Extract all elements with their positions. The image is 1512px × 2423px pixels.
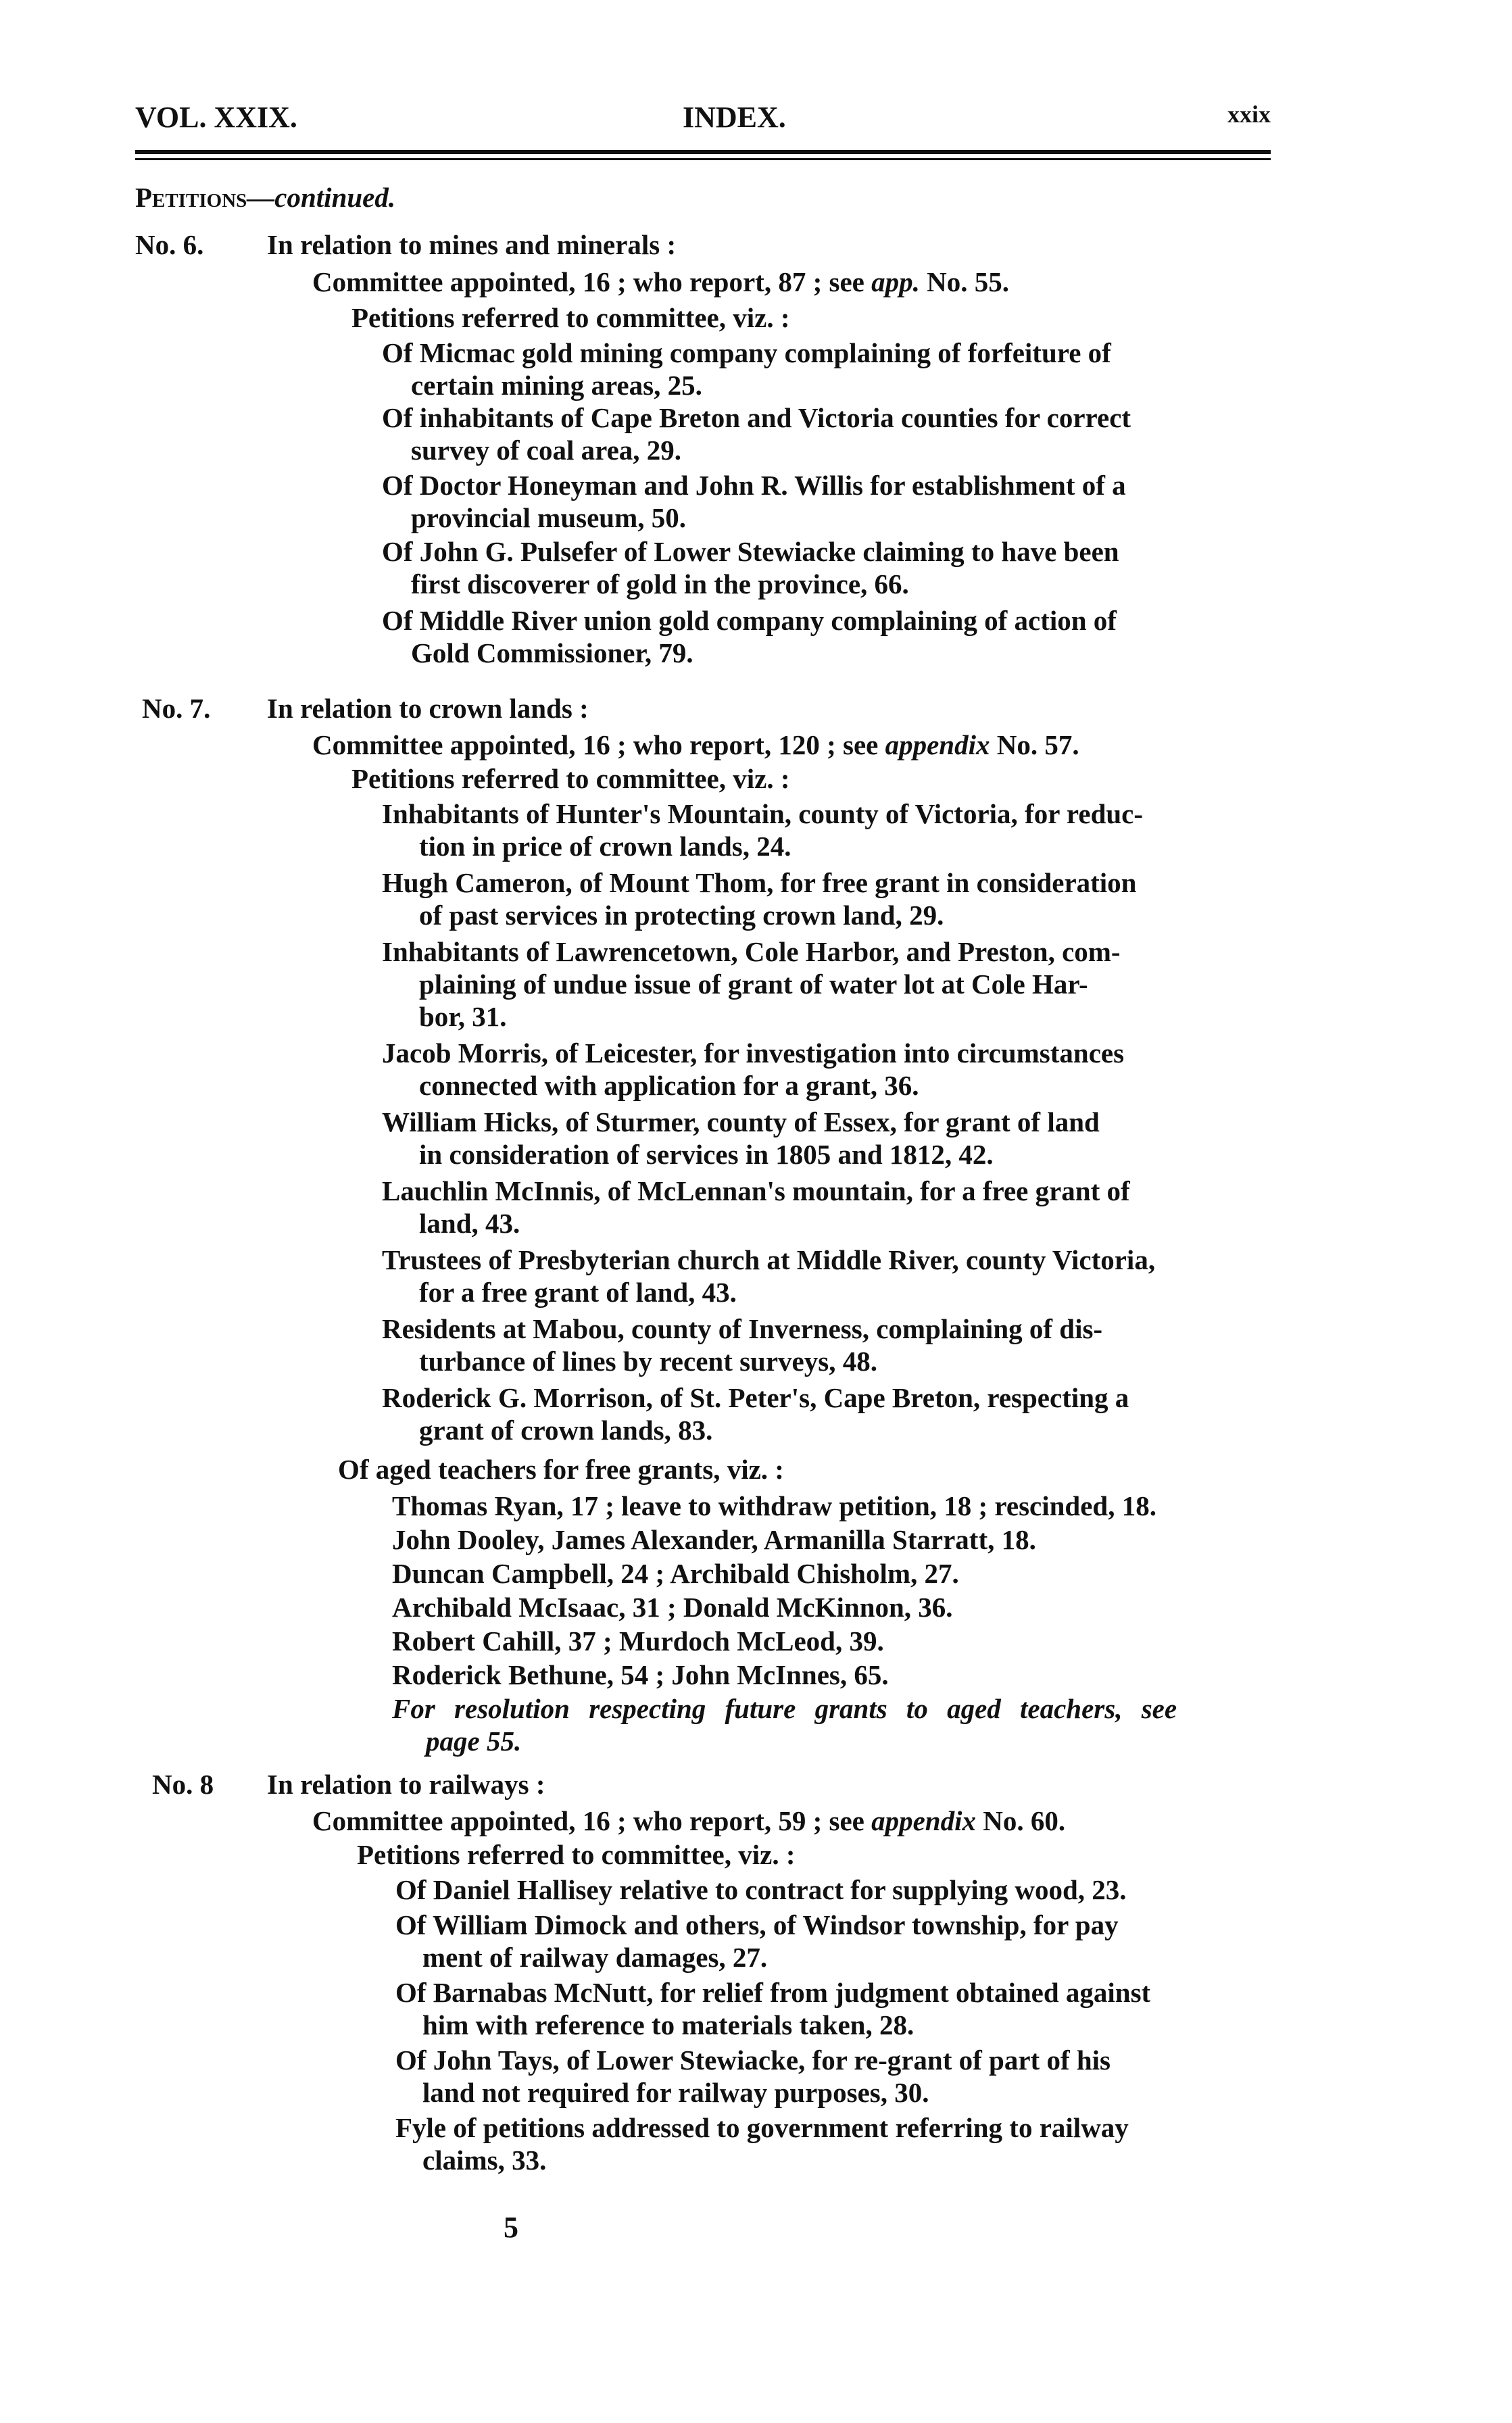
entry-line: of past services in protecting crown land, 29. [419, 900, 944, 931]
entry-line: plaining of undue issue of grant of water lot at Cole Har- [419, 969, 1088, 1000]
section-heading: In relation to railways : [267, 1769, 545, 1800]
entry-line: for a free grant of land, 43. [419, 1277, 737, 1308]
resolution-note: For resolution respecting future grants to aged teachers, see [392, 1693, 1177, 1724]
aged-line: Robert Cahill, 37 ; Murdoch McLeod, 39. [392, 1625, 884, 1657]
entry-line: Of Barnabas McNutt, for relief from judgment obtained against [395, 1977, 1151, 2008]
entry-line: turbance of lines by recent surveys, 48. [419, 1346, 877, 1377]
referred-line: Petitions referred to committee, viz. : [351, 763, 790, 794]
committee-line: Committee appointed, 16 ; who report, 87 ; see app. No. 55. [312, 266, 1009, 297]
entry-line: Inhabitants of Lawrencetown, Cole Harbor, and Preston, com- [382, 936, 1121, 967]
entry-line: Inhabitants of Hunter's Mountain, county of Victoria, for reduc- [382, 798, 1144, 829]
resolution-page: page 55. [426, 1726, 522, 1757]
page-header [135, 100, 1271, 141]
volume-label: VOL. XXIX. [135, 101, 297, 134]
committee-line: Committee appointed, 16 ; who report, 59 ; see appendix No. 60. [312, 1805, 1066, 1836]
roman-page-number: xxix [1227, 101, 1271, 128]
entry-line: survey of coal area, 29. [411, 435, 682, 466]
section-heading: In relation to crown lands : [267, 693, 589, 724]
referred-line: Petitions referred to committee, viz. : [351, 302, 790, 333]
entry-line: William Hicks, of Sturmer, county of Essex, for grant of land [382, 1106, 1100, 1137]
referred-line: Petitions referred to committee, viz. : [357, 1839, 796, 1870]
entry-line: connected with application for a grant, 36. [419, 1070, 919, 1101]
section-number: No. 8 [152, 1769, 214, 1800]
entry-line: Of Middle River union gold company complaining of action of [382, 605, 1117, 636]
entry-line: first discoverer of gold in the province, 66. [411, 568, 909, 599]
entry-line: Jacob Morris, of Leicester, for investigation into circumstances [382, 1037, 1125, 1069]
entry-line: provincial museum, 50. [411, 502, 686, 533]
entry-line: Lauchlin McInnis, of McLennan's mountain, for a free grant of [382, 1175, 1130, 1206]
entry-line: Gold Commissioner, 79. [411, 637, 693, 668]
entry-line: certain mining areas, 25. [411, 370, 702, 401]
entry-line: Of John G. Pulsefer of Lower Stewiacke claiming to have been [382, 536, 1119, 567]
header-rule-thick [135, 150, 1271, 154]
page-title: INDEX. [683, 101, 786, 134]
aged-line: John Dooley, James Alexander, Armanilla Starratt, 18. [392, 1524, 1036, 1555]
aged-line: Archibald McIsaac, 31 ; Donald McKinnon, 36. [392, 1592, 953, 1623]
section-heading: In relation to mines and minerals : [267, 229, 677, 260]
entry-line: grant of crown lands, 83. [419, 1415, 713, 1446]
running-head: Petitions—continued. [135, 182, 396, 213]
entry-line: Of William Dimock and others, of Windsor township, for pay [395, 1909, 1119, 1940]
signature-mark: 5 [504, 2211, 518, 2244]
entry-line: Fyle of petitions addressed to government referring to railway [395, 2112, 1129, 2143]
entry-line: Of Daniel Hallisey relative to contract for supplying wood, 23. [395, 1874, 1127, 1905]
aged-line: Roderick Bethune, 54 ; John McInnes, 65. [392, 1659, 889, 1690]
entry-line: Of Micmac gold mining company complaining of forfeiture of [382, 337, 1111, 368]
aged-line: Thomas Ryan, 17 ; leave to withdraw petition, 18 ; rescinded, 18. [392, 1490, 1156, 1521]
entry-line: Of Doctor Honeyman and John R. Willis for establishment of a [382, 470, 1126, 501]
entry-line: land, 43. [419, 1208, 520, 1239]
entry-line: Residents at Mabou, county of Inverness, complaining of dis- [382, 1313, 1103, 1344]
entry-line: land not required for railway purposes, 30. [422, 2077, 929, 2108]
entry-line: Hugh Cameron, of Mount Thom, for free grant in consideration [382, 867, 1137, 898]
entry-line: Of John Tays, of Lower Stewiacke, for re-grant of part of his [395, 2045, 1111, 2076]
aged-line: Duncan Campbell, 24 ; Archibald Chisholm, 27. [392, 1558, 959, 1589]
section-number: No. 6. [135, 229, 204, 260]
entry-line: in consideration of services in 1805 and 1812, 42. [419, 1139, 994, 1170]
entry-line: ment of railway damages, 27. [422, 1942, 768, 1973]
section-number: No. 7. [142, 693, 211, 724]
entry-line: Of inhabitants of Cape Breton and Victoria counties for correct [382, 402, 1131, 433]
aged-teachers-heading: Of aged teachers for free grants, viz. : [338, 1454, 784, 1485]
entry-line: claims, 33. [422, 2145, 547, 2176]
entry-line: Trustees of Presbyterian church at Middle River, county Victoria, [382, 1244, 1156, 1275]
entry-line: bor, 31. [419, 1001, 507, 1032]
entry-line: him with reference to materials taken, 28. [422, 2009, 914, 2040]
entry-line: tion in price of crown lands, 24. [419, 831, 791, 862]
entry-line: Roderick G. Morrison, of St. Peter's, Cape Breton, respecting a [382, 1382, 1129, 1413]
header-rule-thin [135, 158, 1271, 160]
committee-line: Committee appointed, 16 ; who report, 120 ; see appendix No. 57. [312, 729, 1079, 760]
